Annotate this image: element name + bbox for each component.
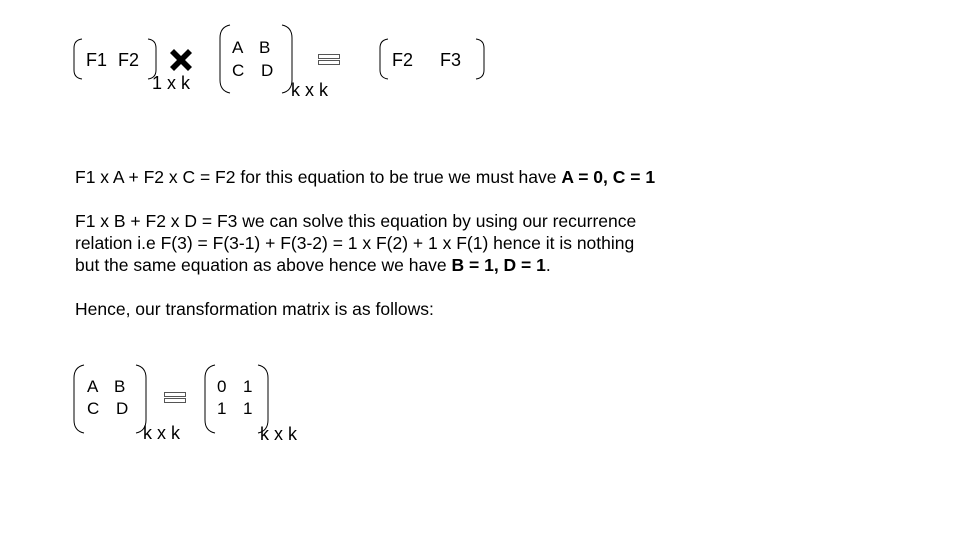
- equation-1-line: [75, 166, 775, 188]
- matrix-entry-c: C: [232, 61, 245, 80]
- equals-icon: [164, 392, 186, 400]
- left-bracket: [378, 38, 390, 80]
- matrix-entry-a: A: [87, 377, 99, 396]
- equation-2-line-2: relation i.e F(3) = F(3-1) + F(3-2) = 1 x F(2) + 1 x F(1) hence it is nothing: [75, 233, 635, 253]
- equation-2-text: but the same equation as above hence we have: [75, 255, 452, 275]
- result-entry-r2c1: 1: [217, 399, 227, 418]
- multiply-icon: [167, 46, 195, 74]
- left-bracket: [72, 38, 84, 80]
- equation-2-result: B = 1, D = 1: [451, 255, 546, 275]
- vector-entry-f3: F3: [440, 50, 462, 70]
- vector-entry-f2: F2: [392, 50, 414, 70]
- left-paren: [203, 364, 217, 434]
- matrix-dimension-label: k x k: [291, 80, 329, 100]
- matrix-entry-b: B: [259, 38, 271, 57]
- matrix-entry-b: B: [114, 377, 126, 396]
- equation-2-period: .: [545, 255, 551, 275]
- conclusion-text: Hence, our transformation matrix is as follows:: [75, 299, 434, 319]
- result-entry-r1c2: 1: [243, 377, 253, 396]
- equation-1-text: F1 x A + F2 x C = F2 for this equation to be true we must have: [75, 167, 562, 187]
- result-dimension-label: k x k: [260, 424, 298, 444]
- matrix-dimension-label: k x k: [143, 423, 181, 443]
- vector-entry-f1: F1: [86, 50, 108, 70]
- result-entry-r2c2: 1: [243, 399, 253, 418]
- vector-dimension-label: 1 x k: [152, 73, 191, 93]
- vector-entry-f2: F2: [118, 50, 140, 70]
- equals-icon: [318, 54, 340, 62]
- equation-2-line-1: F1 x B + F2 x D = F3 we can solve this equation by using our recurrence: [75, 211, 637, 231]
- left-paren: [72, 364, 86, 434]
- result-entry-r1c1: 0: [217, 377, 227, 396]
- matrix-entry-d: D: [116, 399, 129, 418]
- left-paren: [218, 24, 232, 94]
- equation-1-result: A = 0, C = 1: [561, 167, 656, 187]
- equation-2-line-3: [75, 254, 775, 276]
- matrix-entry-c: C: [87, 399, 100, 418]
- matrix-entry-a: A: [232, 38, 244, 57]
- right-bracket: [474, 38, 486, 80]
- matrix-entry-d: D: [261, 61, 274, 80]
